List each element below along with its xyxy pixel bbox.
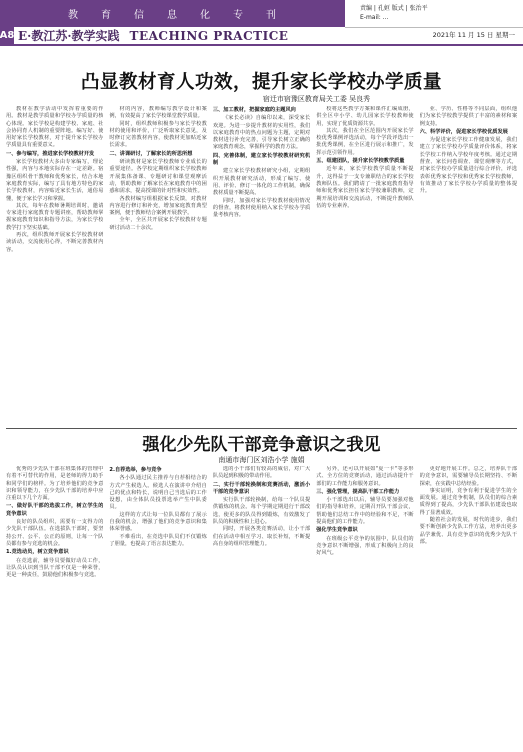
article-column	[316, 466, 413, 748]
subheading: 二、实行干部轮换制和竞赛活动，激活小干部的竞争意识	[212, 481, 311, 495]
article-column	[316, 106, 413, 424]
banner-char: 专	[233, 10, 244, 21]
paragraph: 教材在教学活动中发挥着重要的作用。教材是教学质量和学校办学质量的核心体现。家长学校是构建学校、家庭、社会协同育人机制的重要阵地。编写好、使用好家长学校教材，对于提升家长学校办学质量具有重要意义。	[6, 106, 104, 149]
article-divider	[6, 428, 517, 429]
article-column	[109, 466, 206, 748]
paragraph: 实行队干部轮换制，给每一个队员提供锻炼的机会。每个学期定期进行干部改选，使更多的队员得到锻炼，有效激发了队员的积极性和上进心。	[212, 497, 311, 526]
paragraph: 不难看出，在竞选中队员们不仅锻炼了胆量，也提高了语言表达能力。	[109, 533, 207, 547]
paragraph: 在班级公平竞争的氛围中，队员们的竞争意识不断增强，形成了积极向上的良好风气。	[316, 535, 414, 557]
section-title-en: TEACHING PRACTICE	[129, 28, 289, 43]
paragraph: 材的内容，教师编写教学设计和案例，有效提高了家长学校课堂教学质量。	[109, 106, 207, 120]
editor-info	[360, 4, 523, 22]
article-column	[213, 466, 310, 748]
subheading: 五、组建团队，提升家长学校教学质量	[316, 158, 405, 165]
article-column	[420, 106, 517, 424]
paragraph: 事实证明，竞争有利于促进学生的全面发展。通过竞争机制，队员们的综合素质得到了提高，少先队干部队伍建设也取得了显著成效。	[419, 487, 518, 516]
paragraph: 其次，每年在教师暑期培训时，邀请专家进行家庭教育专题讲座，帮助教师掌握家庭教育知识和指导方法，为家长学校教学打下坚实基础。	[6, 202, 104, 231]
paragraph: 另外，还可以开展如"夏一卡"等多形式、全方位的竞赛活动，通过活动提升干部们的工作能力和服务意识。	[316, 466, 414, 487]
article2-byline: 南通市海门区刘浩小学 施娟	[218, 456, 305, 464]
subheading: 强化学生竞争意识	[316, 527, 358, 534]
paragraph: 《家长必读》自编印以来，深受家长欢迎。为进一步提升教材的实用性，我们以家庭教育中的热点问题为主题，定期对教材进行补充完善，引导家长树立正确的家庭教育观念，掌握科学的教育方法。	[212, 115, 311, 151]
paragraph: 选的小干部们有较高的威信，对广大队员起到积极的带动作用。	[212, 466, 311, 480]
article-column	[109, 106, 206, 424]
paragraph: 在竞选前，辅导员要做好动员工作，让队员认识到当队干部不仅是一种荣誉，更是一种责任，鼓励他们积极参与竞选。	[6, 557, 104, 579]
paragraph: 同时，组织教师积极参与家长学校教材的使用和评价，广泛听取家长意见，及时修订完善教材内容，使教材更加贴近家长需求。	[109, 120, 207, 149]
issue-date: 2021年 11 月 15 日 星期一	[432, 31, 515, 39]
article2-body	[6, 466, 517, 748]
paragraph: 业、学历、性格等不同层面，组织他们为家长学校教学提供了丰富的素材和案例支持。	[419, 106, 518, 127]
paragraph: 全年，全区共开展家长学校教材专题研讨活动二十余次。	[109, 217, 207, 231]
paragraph: 其次，我们在全区范围内开展家长学校优秀课例评选活动，每个学段评选出一批优秀课例，在全区进行展示和推广，发挥示范引领作用。	[316, 127, 414, 156]
paragraph: 近年来，家长学校教学质量不断提升，这得益于一支专兼职结合的家长学校教师队伍。我们聘请了一批家庭教育指导师和优秀家长担任家长学校兼职教师，定期开展培训和交流活动，不断提升教师队伍的专业素养。	[316, 166, 414, 209]
subheading: 2.自荐选举，参与竞争	[109, 467, 162, 473]
subheading: 一、做好队干部的选拔工作，树立学生的竞争意识	[6, 503, 104, 517]
paragraph: 良好的队员组织，需要有一支得力的少先队干部队伍。在选拔队干部时，要坚持公开、公平、公正的原则，让每一个队员都有参与竞选的机会。	[6, 519, 104, 547]
banner-char: 信	[134, 10, 145, 21]
subheading: 1.竞选动员，树立竞争意识	[6, 549, 69, 556]
subheading: 四、完善体制，建立家长学校教材研究机制	[212, 152, 311, 167]
banner-char: 刊	[266, 10, 277, 21]
banner-char: 化	[200, 10, 211, 21]
section-bar	[0, 27, 523, 46]
paragraph: 校将这些教学方案和课件汇编成册，供全区中小学、幼儿园家长学校教师使用，实现了优质资源共享。	[316, 106, 414, 127]
subheading: 三、强化管理，提高队干部工作能力	[316, 488, 400, 495]
page-number: A8	[0, 27, 14, 44]
paragraph: 家长学校教材大多由专家编写，理论性强，内容与本地实际存在一定差距。宿豫区组织骨干教师和优秀家长，结合本地家庭教育实际，编写了具有地方特色的家长学校教材，内容贴近家长生活，通俗易懂，便于家长学习和掌握。	[6, 159, 104, 202]
article1-body	[6, 106, 517, 424]
paragraph: 随着社会的发展，时代的进步，我们要不断创新少先队工作方法，培养出更多品学兼优、具有竞争意识的优秀少先队干部。	[419, 517, 518, 545]
subheading: 二、讲课研讨，了解家长的所思所想	[109, 150, 193, 157]
article-column	[6, 466, 103, 748]
banner-char: 育	[101, 10, 112, 21]
paragraph: 各教材编写组根据家长反馈，对教材内容进行修订和补充，增加家庭教育典型案例，便于教师结合案例开展教学。	[109, 195, 207, 217]
banner	[0, 0, 345, 27]
editor-line: 责编 | 孔姮 版式 | 张治平	[360, 5, 428, 12]
paragraph: 更好地开展工作。总之，培养队干部的竞争意识，需要辅导员长期坚持、不断探索，在实践中总结经验。	[419, 466, 518, 487]
article-column	[420, 466, 517, 748]
paragraph: 这样的方式让每一位队员都有了展示自我的机会，增强了他们的竞争意识和集体荣誉感。	[109, 511, 207, 533]
paragraph: 各小队通过民主推荐与自荐相结合的方式产生候选人。候选人在演讲中介绍自己的优点和特长，说明自己当选后的工作设想，由全体队员投票选举产生中队委员。	[109, 475, 207, 511]
editor-line: E-mail: ...	[360, 14, 389, 21]
article1-byline: 宿迁市宿豫区教育局关工委 吴良秀	[262, 95, 371, 103]
section-title: E·教江苏·教学实践	[18, 29, 120, 43]
paragraph: 建立家长学校教材研究小组，定期组织开展教材研究活动，形成了编写、使用、评价、修订一体化的工作机制，确保教材质量不断提高。	[212, 168, 311, 197]
masthead	[0, 0, 523, 44]
paragraph: 优秀的少先队干部在班集体的管理中有着不可替代的作用，是老师的得力助手和同学们的榜样。为了培养他们的竞争意识和领导能力，在少先队干部的培养中应注重以下几个方面。	[6, 466, 104, 502]
paragraph: 再次，组织教师开展家长学校教材研读活动，交流使用心得，不断完善教材内容。	[6, 232, 104, 253]
article-column	[6, 106, 103, 424]
paragraph: 为促进家长学校工作健康发展，我们建立了家长学校办学质量评价体系，将家长学校工作纳入学校年度考核。通过定期督查、家长问卷调查、课堂观摩等方式，对家长学校办学质量进行综合评价，评选表彰优秀家长学校和优秀家长学校教师，有效推动了家长学校办学质量的整体提升。	[419, 137, 518, 195]
subheading: 三、加工教材，把握家庭的主题风向	[212, 107, 296, 113]
banner-char: 息	[167, 10, 178, 21]
article-column	[213, 106, 310, 424]
paragraph: 小干部选出以后，辅导员要加强对他们的指导和培养，定期召开队干部会议，帮助他们总结工作中的经验和不足，不断提高他们的工作能力。	[316, 497, 414, 526]
subheading: 六、科学评价，促进家长学校优质发展	[419, 128, 508, 135]
banner-char: 教	[68, 10, 79, 21]
paragraph: 同时，开展各类竞赛活动，让小干部们在活动中相互学习、取长补短，不断提高自身的组织管理能力。	[212, 526, 311, 547]
paragraph: 研读教材是家长学校教师专业成长的重要途径。各学校定期组织家长学校教师开展集体备课、专题研讨和课堂观摩活动，帮助教师了解家长在家庭教育中的困惑和需求，提高授课的针对性和实效性。	[109, 159, 207, 195]
paragraph: 同时，加强对家长学校教材使用情况的督查，将教材使用纳入家长学校办学质量考核内容。	[212, 197, 311, 219]
subheading: 一、参与编写，推进家长学校教材开发	[6, 150, 95, 157]
article2-title: 强化少先队干部竞争意识之我见	[142, 435, 381, 455]
article1-title: 凸显教材育人功效，提升家长学校办学质量	[80, 72, 442, 93]
